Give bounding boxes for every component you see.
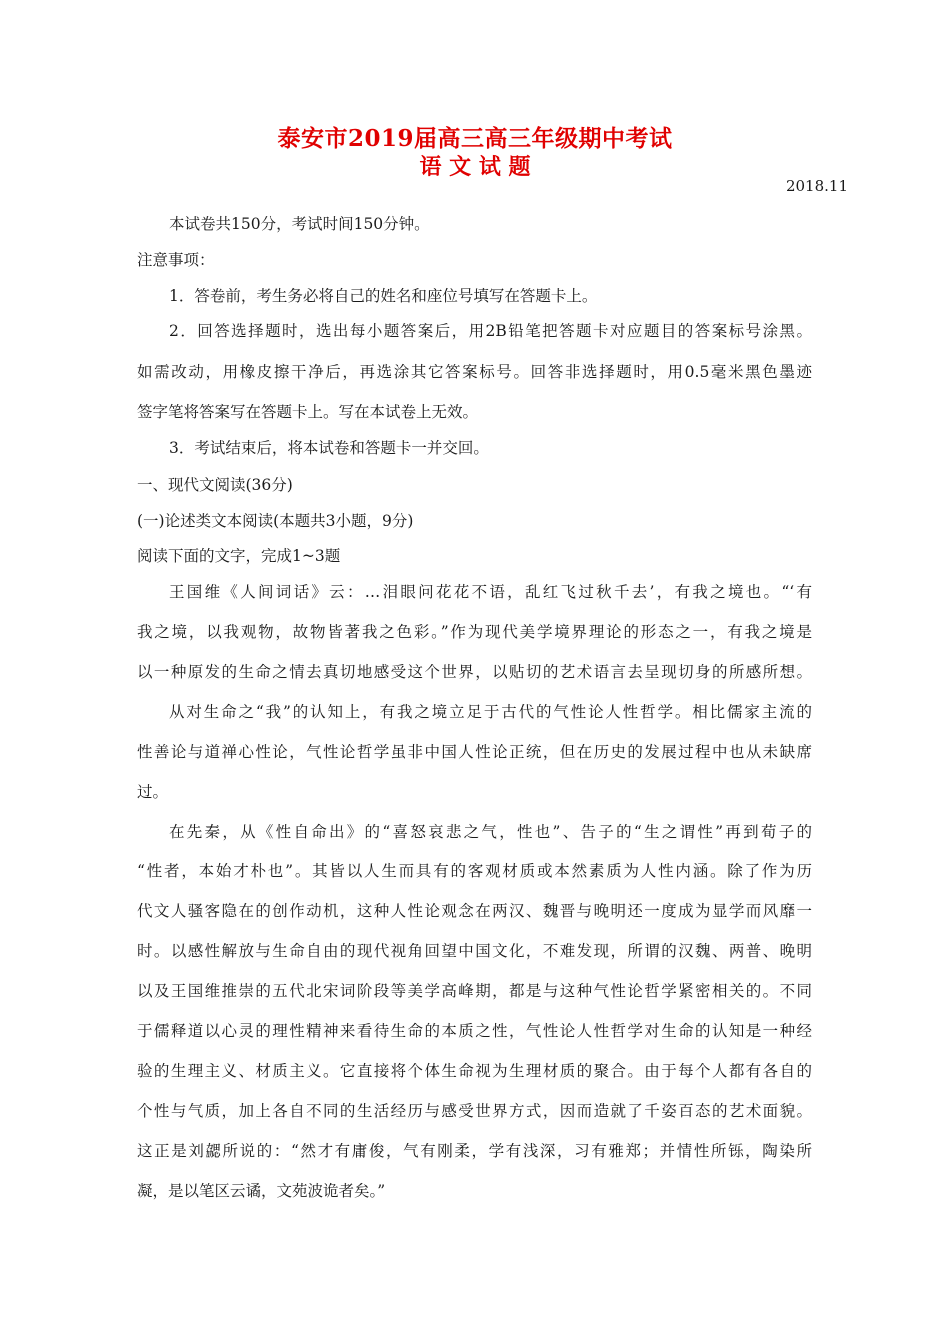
exam-title: 泰安市2019届高三高三年级期中考试 <box>277 125 673 152</box>
passage-line: “性者，本始才朴也”。其皆以人生而具有的客观材质或本然素质为人性内涵。除了作为历 <box>137 862 812 880</box>
passage-line: 验的生理主义、材质主义。它直接将个体生命视为生理材质的聚合。由于每个人都有各自的 <box>137 1062 812 1080</box>
exam-date: 2018.11 <box>785 177 848 195</box>
passage-line: 在先秦，从《性自命出》的“喜怒哀悲之气，性也”、告子的“生之谓性”再到荀子的 <box>169 823 812 841</box>
section-heading: 一、现代文阅读(36分) <box>137 476 293 494</box>
note-1: 1．答卷前，考生务必将自己的姓名和座位号填写在答题卡上。 <box>169 287 598 305</box>
passage-line: 从对生命之“我”的认知上，有我之境立足于古代的气性论人性哲学。相比儒家主流的 <box>169 703 812 721</box>
passage-line: 于儒释道以心灵的理性精神来看待生命的本质之性，气性论人性哲学对生命的认知是一种经 <box>137 1022 812 1040</box>
passage-line: 时。以感性解放与生命自由的现代视角回望中国文化，不难发现，所谓的汉魏、两普、晚明 <box>137 942 812 960</box>
passage-line: 王国维《人间词话》云：…泪眼问花花不语，乱红飞过秋千去’，有我之境也。“‘有 <box>169 583 812 601</box>
exam-subject: 语 文 试 题 <box>419 154 531 180</box>
notice-heading: 注意事项： <box>137 251 215 269</box>
passage-line: 代文人骚客隐在的创作动机，这种人性论观念在两汉、魏晋与晚明还一度成为显学而风靡一 <box>137 902 812 920</box>
passage-line: 个性与气质，加上各自不同的生活经历与感受世界方式，因而造就了千姿百态的艺术面貌。 <box>137 1102 812 1120</box>
reading-instruction: 阅读下面的文字，完成1~3题 <box>137 547 341 565</box>
intro-total: 本试卷共150分，考试时间150分钟。 <box>169 215 430 233</box>
subsection-heading: (一)论述类文本阅读(本题共3小题，9分) <box>137 512 414 530</box>
note-2-line-2: 如需改动，用橡皮擦干净后，再选涂其它答案标号。回答非选择题时，用0.5毫米黑色墨迹 <box>137 363 812 381</box>
note-2-line-1: 2．回答选择题时，选出每小题答案后，用2B铅笔把答题卡对应题目的答案标号涂黑。 <box>169 322 812 340</box>
passage-line: 以一种原发的生命之情去真切地感受这个世界，以贴切的艺术语言去呈现切身的所感所想。 <box>137 663 812 681</box>
passage-line: 以及王国维推崇的五代北宋词阶段等美学高峰期，都是与这种气性论哲学紧密相关的。不同 <box>137 982 812 1000</box>
passage-line: 过。 <box>137 783 169 801</box>
passage-line: 我之境，以我观物，故物皆著我之色彩。”作为现代美学境界理论的形态之一，有我之境是 <box>137 623 812 641</box>
note-2-line-3: 签字笔将答案写在答题卡上。写在本试卷上无效。 <box>137 403 479 421</box>
passage-line: 凝，是以笔区云谲，文苑波诡者矣。” <box>137 1182 386 1200</box>
passage-line: 性善论与道禅心性论，气性论哲学虽非中国人性论正统，但在历史的发展过程中也从未缺席 <box>137 743 812 761</box>
passage-line: 这正是刘勰所说的：“然才有庸俊，气有刚柔，学有浅深，习有雅郑；并情性所铄，陶染所 <box>137 1142 812 1160</box>
note-3: 3．考试结束后，将本试卷和答题卡一并交回。 <box>169 439 489 457</box>
